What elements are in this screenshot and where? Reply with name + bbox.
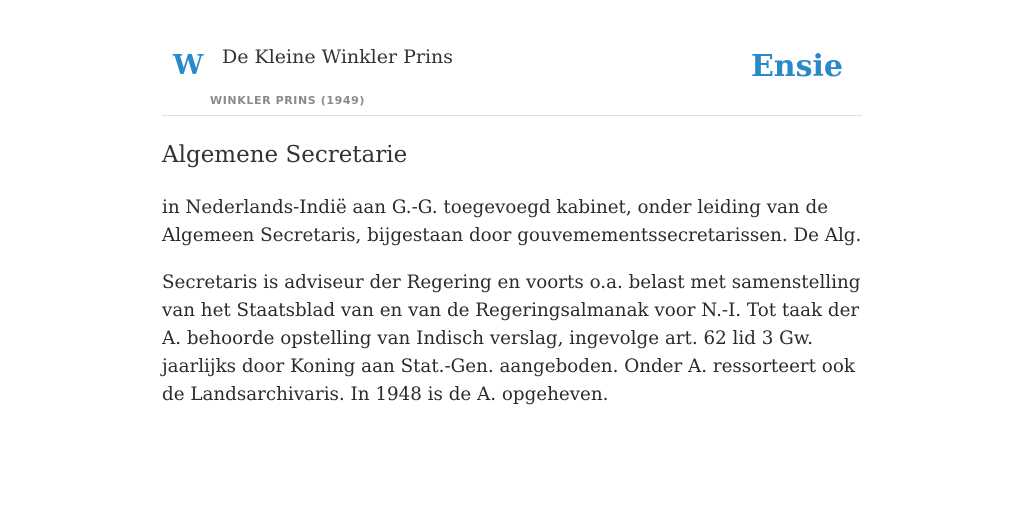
article-paragraph: Secretaris is adviseur der Regering en voorts o.a. belast met samenstelling van het Staatsblad van en van de Regeringsalmanak voor N.-I. Tot taak der A. behoorde opstelling van Indisch verslag, ingevolge art. 62 lid 3 Gw. jaarlijks door Koning aan Stat.-Gen. aangeboden. Onder A. ressorteert ook de Landsarchivaris. In 1948 is de A. opgeheven.	[162, 272, 861, 405]
article	[162, 139, 862, 409]
article-title: Algemene Secretarie	[162, 142, 408, 168]
ensie-logo-link[interactable]: Ensie	[750, 49, 843, 84]
article-paragraph: in Nederlands-Indië aan G.-G. toegevoegd kabinet, onder leiding van de Algemeen Secretaris, bijgestaan door gouvemementssecretarissen. De Alg.	[162, 197, 862, 246]
source-label: WINKLER PRINS (1949)	[210, 94, 366, 107]
source-header	[162, 30, 862, 116]
book-title-link[interactable]: De Kleine Winkler Prins	[222, 46, 454, 68]
winkler-prins-logo[interactable]: W	[173, 50, 204, 81]
